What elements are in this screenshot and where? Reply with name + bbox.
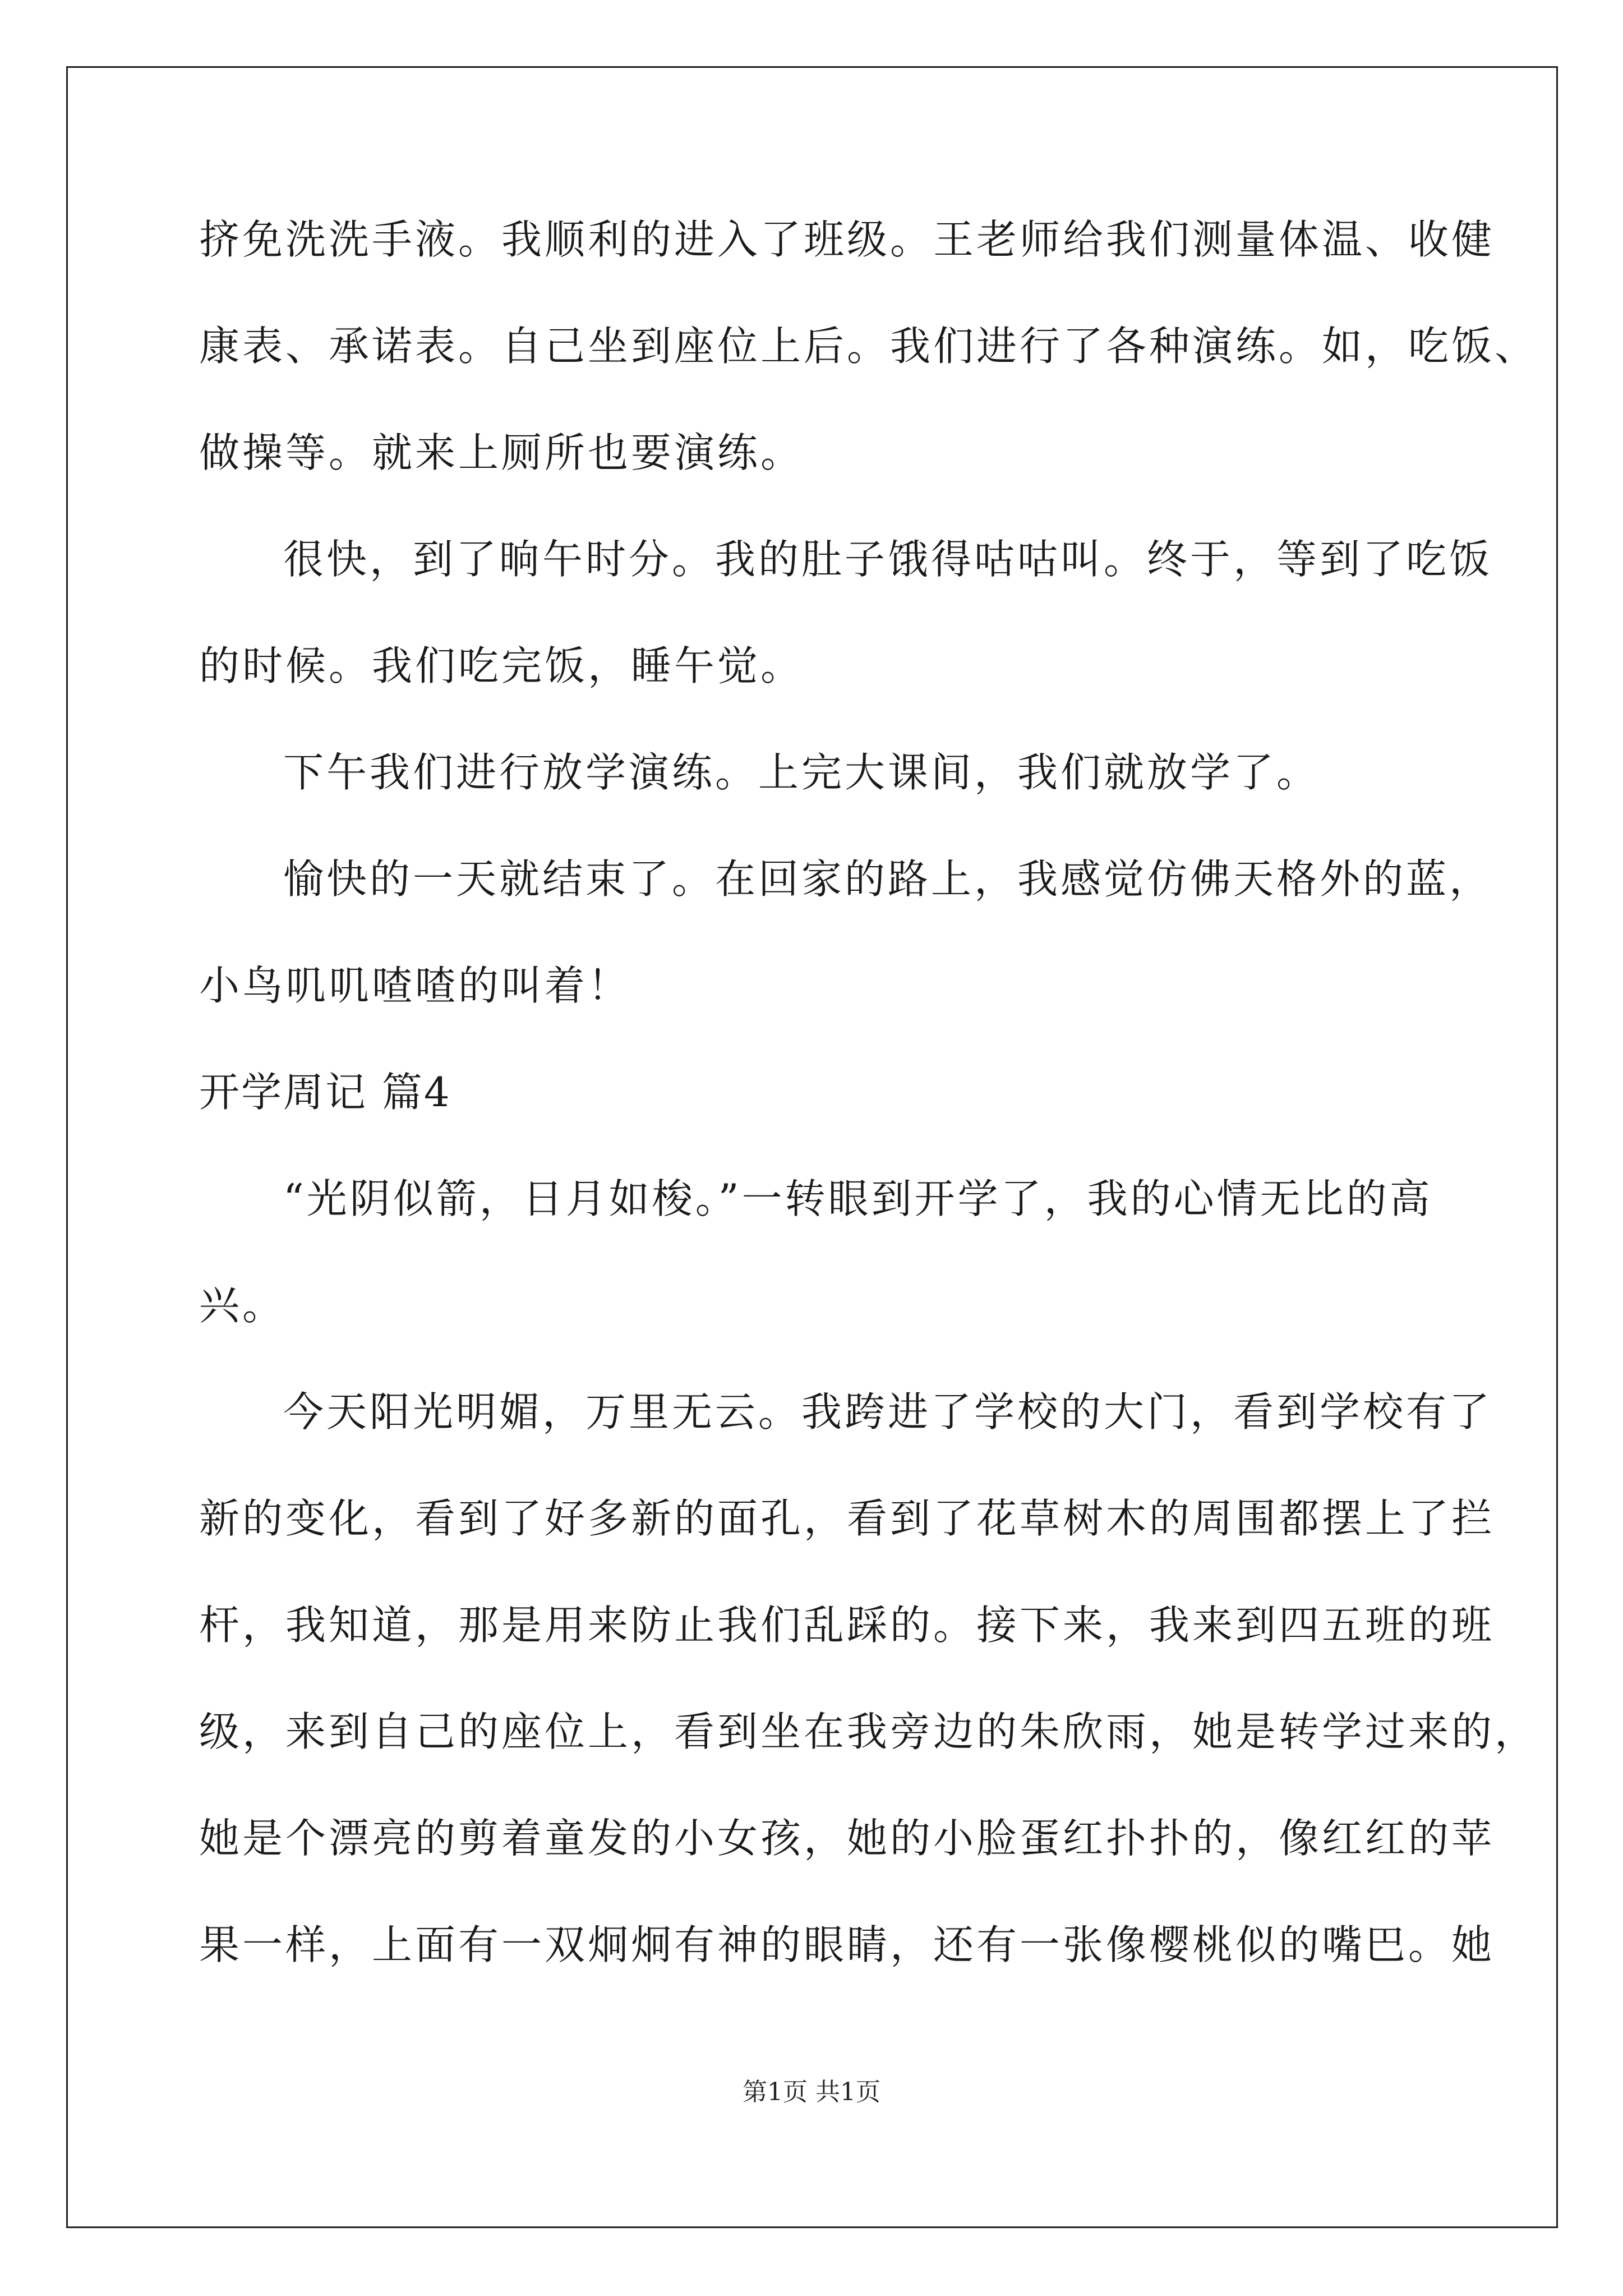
document-body	[199, 213, 1538, 1972]
text-line: 下午我们进行放学演练。上完大课间，我们就放学了。	[283, 749, 1320, 796]
text-line: 挤免洗洗手液。我顺利的进入了班级。王老师给我们测量体温、收健	[199, 216, 1495, 263]
text-line: 级，来到自己的座位上，看到坐在我旁边的朱欣雨，她是转学过来的，	[199, 1708, 1538, 1755]
text-line: 今天阳光明媚，万里无云。我跨进了学校的大门，看到学校有了	[283, 1388, 1493, 1435]
text-line: 她是个漂亮的剪着童发的小女孩，她的小脸蛋红扑扑的，像红红的苹	[199, 1815, 1495, 1862]
text-line: 小鸟叽叽喳喳的叫着！	[199, 962, 631, 1009]
text-line: 愉快的一天就结束了。在回家的路上，我感觉仿佛天格外的蓝，	[283, 855, 1493, 903]
section-title: 开学周记 篇4	[199, 1069, 451, 1116]
text-line: 做操等。就来上厕所也要演练。	[199, 429, 804, 476]
paragraph	[199, 853, 1493, 1013]
text-line: 兴。	[199, 1282, 286, 1329]
paragraph	[199, 213, 1538, 480]
text-line: 的时候。我们吃完饭，睡午觉。	[199, 642, 804, 689]
text-line: 康表、承诺表。自己坐到座位上后。我们进行了各种演练。如，吃饭、	[199, 323, 1538, 370]
text-line: 很快，到了晌午时分。我的肚子饿得咕咕叫。终于，等到了吃饭	[283, 536, 1493, 583]
text-line: 新的变化，看到了好多新的面孔，看到了花草树木的周围都摆上了拦	[199, 1495, 1495, 1542]
text-line: 果一样，上面有一双炯炯有神的眼睛，还有一张像樱桃似的嘴巴。她	[199, 1921, 1495, 1968]
text-line: 杆，我知道，那是用来防止我们乱踩的。接下来，我来到四五班的班	[199, 1602, 1495, 1649]
paragraph	[199, 533, 1493, 693]
paragraph	[199, 746, 1450, 799]
paragraph	[199, 1386, 1538, 1972]
text-line: “光阴似箭，日月如梭。”一转眼到开学了，我的心情无比的高	[283, 1175, 1433, 1222]
paragraph	[199, 1172, 1450, 1332]
page-footer: 第1页 共1页	[743, 2078, 880, 2106]
